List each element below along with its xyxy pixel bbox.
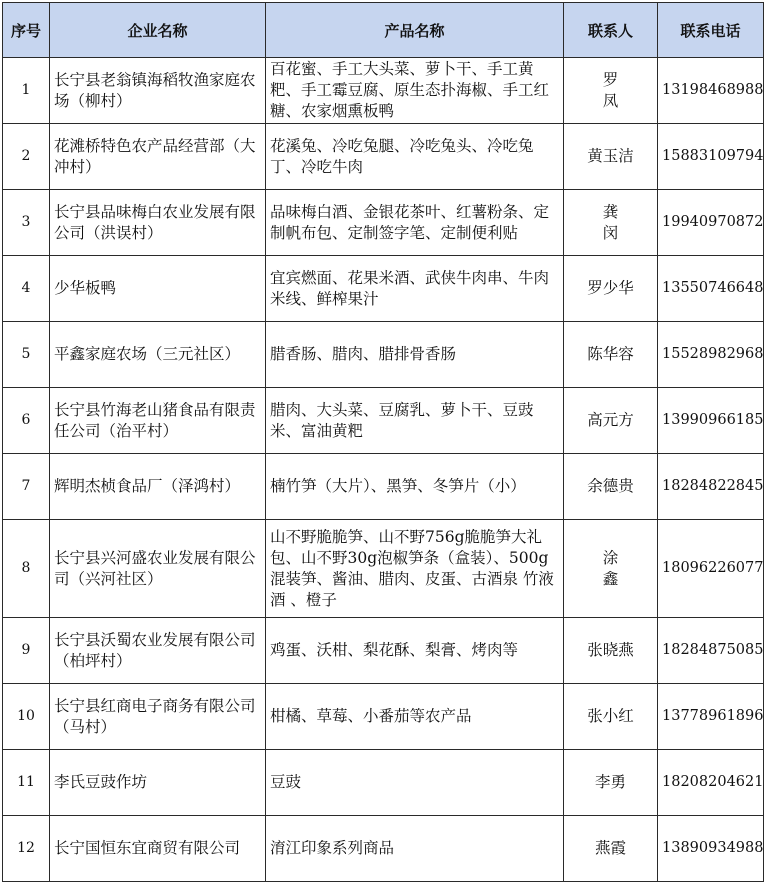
row-phone: 18208204621 (658, 750, 764, 816)
row-company: 少华板鸭 (50, 256, 266, 322)
row-product: 百花蜜、手工大头菜、萝卜干、手工黄粑、手工霉豆腐、原生态扑海椒、手工红糖、农家烟熏板鸭 (266, 58, 564, 124)
enterprise-table (2, 2, 764, 882)
row-product: 楠竹笋（大片）、黑笋、冬笋片（小） (266, 454, 564, 520)
row-phone: 15528982968 (658, 322, 764, 388)
row-contact: 张晓燕 (564, 618, 658, 684)
row-company: 长宁县竹海老山猪食品有限责任公司（治平村） (50, 388, 266, 454)
row-no: 10 (3, 684, 50, 750)
row-no: 4 (3, 256, 50, 322)
table-row (3, 388, 764, 454)
table-row (3, 124, 764, 190)
row-contact: 黄玉洁 (564, 124, 658, 190)
row-no: 8 (3, 520, 50, 618)
row-phone: 13778961896 (658, 684, 764, 750)
header-phone: 联系电话 (658, 3, 764, 58)
row-product: 鸡蛋、沃柑、梨花酥、梨膏、烤肉等 (266, 618, 564, 684)
row-phone: 13198468988 (658, 58, 764, 124)
table-row (3, 816, 764, 882)
header-contact: 联系人 (564, 3, 658, 58)
header-no: 序号 (3, 3, 50, 58)
row-contact: 陈华容 (564, 322, 658, 388)
row-product: 淯江印象系列商品 (266, 816, 564, 882)
row-product: 柑橘、草莓、小番茄等农产品 (266, 684, 564, 750)
row-company: 长宁县品味梅白农业发展有限公司（洪误村） (50, 190, 266, 256)
row-no: 11 (3, 750, 50, 816)
row-no: 6 (3, 388, 50, 454)
row-phone: 13550746648 (658, 256, 764, 322)
table-row (3, 750, 764, 816)
row-phone: 13990966185 (658, 388, 764, 454)
row-product: 品味梅白酒、金银花茶叶、红薯粉条、定制帆布包、定制签字笔、定制便利贴 (266, 190, 564, 256)
row-company: 平鑫家庭农场（三元社区） (50, 322, 266, 388)
row-phone: 13890934988 (658, 816, 764, 882)
row-no: 12 (3, 816, 50, 882)
row-phone: 18284875085 (658, 618, 764, 684)
table-row (3, 618, 764, 684)
row-contact: 罗 凤 (564, 58, 658, 124)
header-company: 企业名称 (50, 3, 266, 58)
header-product: 产品名称 (266, 3, 564, 58)
row-company: 长宁县红商电子商务有限公司（马村） (50, 684, 266, 750)
row-contact: 燕霞 (564, 816, 658, 882)
row-contact: 涂 鑫 (564, 520, 658, 618)
row-no: 2 (3, 124, 50, 190)
row-contact: 张小红 (564, 684, 658, 750)
row-phone: 15883109794 (658, 124, 764, 190)
table-row (3, 684, 764, 750)
row-no: 3 (3, 190, 50, 256)
row-phone: 18096226077 (658, 520, 764, 618)
row-product: 腊肉、大头菜、豆腐乳、萝卜干、豆豉米、富油黄粑 (266, 388, 564, 454)
row-company: 辉明杰桢食品厂（泽鸿村） (50, 454, 266, 520)
row-contact: 余德贵 (564, 454, 658, 520)
table-row (3, 256, 764, 322)
table-row (3, 58, 764, 124)
row-product: 宜宾燃面、花果米酒、武侠牛肉串、牛肉米线、鲜榨果汁 (266, 256, 564, 322)
row-no: 9 (3, 618, 50, 684)
table-row (3, 454, 764, 520)
row-phone: 19940970872 (658, 190, 764, 256)
row-no: 1 (3, 58, 50, 124)
row-contact: 李勇 (564, 750, 658, 816)
row-product: 豆豉 (266, 750, 564, 816)
row-product: 山不野脆脆笋、山不野756g脆脆笋大礼包、山不野30g泡椒笋条（盒装）、500g混装笋、酱油、腊肉、皮蛋、古酒泉 竹液酒 、橙子 (266, 520, 564, 618)
row-no: 7 (3, 454, 50, 520)
table-row (3, 520, 764, 618)
table-row (3, 190, 764, 256)
row-no: 5 (3, 322, 50, 388)
row-company: 长宁县老翁镇海稻牧渔家庭农场（柳村） (50, 58, 266, 124)
row-phone: 18284822845 (658, 454, 764, 520)
row-contact: 罗少华 (564, 256, 658, 322)
row-company: 李氏豆豉作坊 (50, 750, 266, 816)
row-company: 长宁县兴河盛农业发展有限公司（兴河社区） (50, 520, 266, 618)
row-company: 长宁县沃蜀农业发展有限公司（柏坪村） (50, 618, 266, 684)
row-company: 长宁国恒东宜商贸有限公司 (50, 816, 266, 882)
row-product: 腊香肠、腊肉、腊排骨香肠 (266, 322, 564, 388)
table-row (3, 322, 764, 388)
row-product: 花溪兔、冷吃兔腿、冷吃兔头、冷吃兔丁、冷吃牛肉 (266, 124, 564, 190)
row-contact: 龚 闵 (564, 190, 658, 256)
header-row (3, 3, 764, 58)
row-company: 花滩桥特色农产品经营部（大冲村） (50, 124, 266, 190)
row-contact: 高元方 (564, 388, 658, 454)
